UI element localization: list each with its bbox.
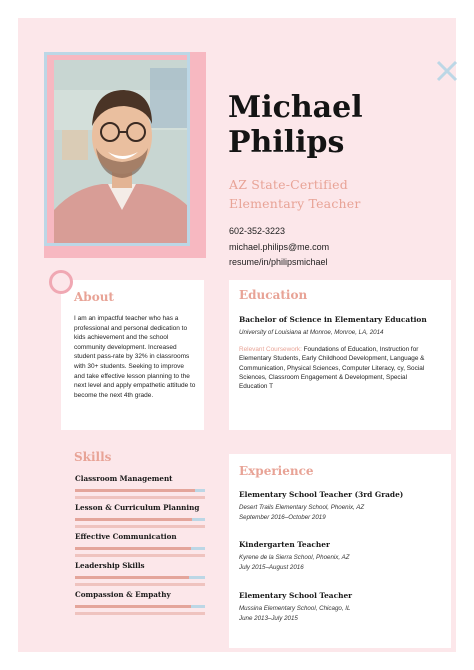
coursework-label: Relevant Coursework:: [239, 346, 302, 353]
photo-frame: [44, 52, 190, 246]
job-role: [229, 175, 429, 213]
job-title: Kindergarten Teacher: [239, 540, 330, 549]
skill-bar-underline: [75, 554, 205, 557]
skill-bar: [75, 605, 205, 608]
skill-bar-fill: [75, 576, 189, 579]
close-icon[interactable]: [434, 58, 460, 84]
skill-bar: [75, 547, 205, 550]
job-dates: July 2015–August 2016: [239, 564, 304, 571]
about-title: About: [74, 290, 114, 304]
skill-item: [75, 474, 207, 499]
skill-bar: [75, 489, 205, 492]
education-coursework: [239, 345, 429, 391]
skill-bar: [75, 576, 205, 579]
skill-item: [75, 561, 207, 586]
education-card: [229, 280, 451, 430]
job-title: Elementary School Teacher: [239, 591, 353, 600]
job-place: Kyrene de la Sierra School, Phoenix, AZ: [239, 554, 350, 561]
skill-bar-underline: [75, 612, 205, 615]
role-line-2: Elementary Teacher: [229, 196, 361, 211]
skill-bar-fill: [75, 518, 192, 521]
skill-name: Leadership Skills: [75, 561, 145, 570]
job-entry: [239, 540, 444, 573]
phone-number: 602-352-3223: [229, 226, 286, 236]
education-title: Education: [239, 288, 308, 302]
job-entry: [239, 591, 444, 624]
skill-bar: [75, 518, 205, 521]
contact-info: [229, 224, 329, 271]
name-first: Michael: [228, 90, 363, 125]
skill-bar-underline: [75, 525, 205, 528]
skill-name: Lesson & Curriculum Planning: [75, 503, 200, 512]
job-title: Elementary School Teacher (3rd Grade): [239, 490, 404, 499]
education-degree: Bachelor of Science in Elementary Education: [239, 315, 427, 324]
skill-name: Effective Communication: [75, 532, 177, 541]
job-dates: September 2016–October 2019: [239, 514, 326, 521]
profile-link: resume/in/philipsmichael: [229, 257, 328, 267]
experience-card: [229, 454, 451, 648]
candidate-name: [228, 90, 448, 160]
experience-title: Experience: [239, 464, 314, 478]
resume-page: [18, 18, 456, 652]
skill-bar-underline: [75, 496, 205, 499]
name-last: Philips: [228, 125, 345, 160]
skill-item: [75, 590, 207, 615]
role-line-1: AZ State-Certified: [229, 177, 348, 192]
coursework-text: Foundations of Education, Instruction for Elementary Students, Early Childhood Development, Language & Communication, Physical Sciences, Computer Literacy, cy, Social Sciences, Classroom Engagement & Development, Special Education T: [239, 346, 425, 391]
education-school: University of Louisiana at Monroe, Monroe, LA, 2014: [239, 329, 384, 336]
skill-name: Compassion & Empathy: [75, 590, 171, 599]
about-card: [61, 280, 204, 430]
skill-bar-fill: [75, 547, 191, 550]
skill-bar-fill: [75, 489, 195, 492]
skill-bar-fill: [75, 605, 191, 608]
circle-decoration-icon: [49, 270, 73, 294]
skill-bar-underline: [75, 583, 205, 586]
skills-title: Skills: [74, 450, 112, 464]
skill-name: Classroom Management: [75, 474, 173, 483]
skill-item: [75, 503, 207, 528]
job-entry: [239, 490, 444, 523]
skill-item: [75, 532, 207, 557]
email-address: michael.philips@me.com: [229, 241, 330, 252]
job-dates: June 2013–July 2015: [239, 615, 298, 622]
job-place: Desert Trails Elementary School, Phoenix, AZ: [239, 504, 365, 511]
about-text: I am an impactful teacher who has a professional and personal dedication to kids achievement and the school community development. Increased student pass-rate by 32% in classrooms with 30+ students. Seeking to improve and take effective lesson planning to the next level and apply empathetic attitude to become the next 4th grade.: [74, 315, 196, 399]
job-place: Mussina Elementary School, Chicago, IL: [239, 605, 351, 612]
